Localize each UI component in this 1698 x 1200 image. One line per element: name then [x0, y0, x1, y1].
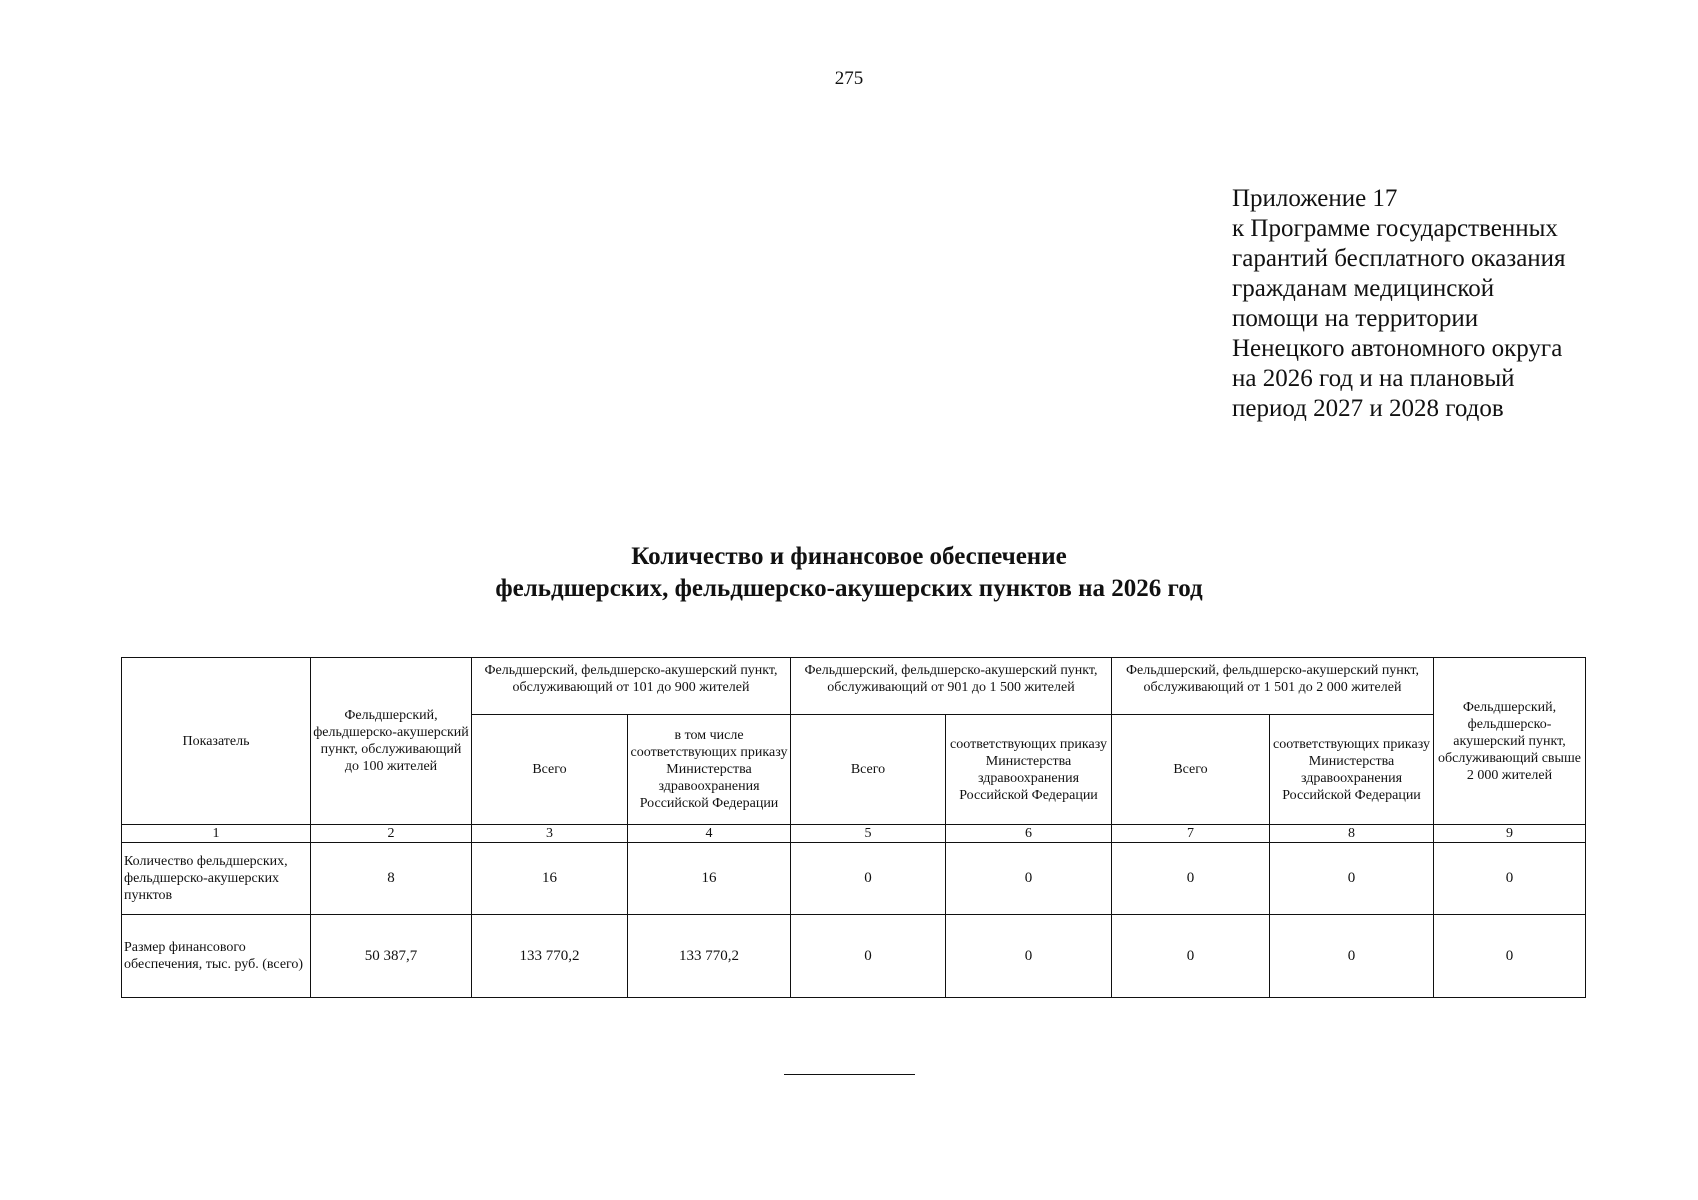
appendix-line: Ненецкого автономного округа	[1232, 335, 1563, 362]
column-number: 8	[1270, 825, 1434, 843]
column-number: 3	[472, 825, 628, 843]
header-total-1501-2000: Всего	[1112, 715, 1270, 825]
row-label: Размер финансового обеспечения, тыс. руб. (всего)	[122, 915, 311, 998]
header-up-to-100: Фельдшерский, фельдшерско-акушерский пункт, обслуживающий до 100 жителей	[311, 658, 472, 825]
header-incl-101-900: в том числе соответствующих приказу Министерства здравоохранения Российской Федерации	[628, 715, 791, 825]
table-cell: 0	[791, 843, 946, 915]
table-cell: 0	[1112, 915, 1270, 998]
table-cell: 133 770,2	[628, 915, 791, 998]
table-row	[122, 915, 1586, 998]
table-cell: 16	[628, 843, 791, 915]
table-cell: 0	[1434, 915, 1586, 998]
appendix-line: гражданам медицинской	[1232, 275, 1495, 302]
page-number: 275	[834, 68, 864, 89]
header-match-901-1500: соответствующих приказу Министерства здравоохранения Российской Федерации	[946, 715, 1112, 825]
header-total-901-1500: Всего	[791, 715, 946, 825]
document-title-line-1: Количество и финансовое обеспечение	[631, 543, 1067, 570]
table-cell: 0	[1270, 915, 1434, 998]
table-cell: 0	[946, 843, 1112, 915]
appendix-line: Приложение 17	[1232, 185, 1398, 212]
column-number: 6	[946, 825, 1112, 843]
table-cell: 0	[946, 915, 1112, 998]
column-number: 9	[1434, 825, 1586, 843]
appendix-line: к Программе государственных	[1232, 215, 1558, 242]
appendix-block	[1232, 184, 1672, 424]
header-indicator: Показатель	[122, 658, 311, 825]
column-number: 4	[628, 825, 791, 843]
header-over-2000: Фельдшерский, фельдшерско-акушерский пункт, обслуживающий свыше 2 000 жителей	[1434, 658, 1586, 825]
financing-table	[121, 657, 1586, 998]
table-row	[122, 843, 1586, 915]
document-title	[0, 541, 1698, 605]
column-number: 1	[122, 825, 311, 843]
table-cell: 0	[1112, 843, 1270, 915]
table-cell: 16	[472, 843, 628, 915]
appendix-line: помощи на территории	[1232, 305, 1479, 332]
header-match-1501-2000: соответствующих приказу Министерства здравоохранения Российской Федерации	[1270, 715, 1434, 825]
table-cell: 0	[1270, 843, 1434, 915]
table-cell: 0	[791, 915, 946, 998]
end-divider	[784, 1074, 915, 1075]
column-number: 7	[1112, 825, 1270, 843]
row-label: Количество фельдшерских, фельдшерско-акушерских пунктов	[122, 843, 311, 915]
header-group-901-1500: Фельдшерский, фельдшерско-акушерский пункт, обслуживающий от 901 до 1 500 жителей	[791, 658, 1112, 715]
header-group-101-900: Фельдшерский, фельдшерско-акушерский пункт, обслуживающий от 101 до 900 жителей	[472, 658, 791, 715]
appendix-line: период 2027 и 2028 годов	[1232, 395, 1504, 422]
header-total-101-900: Всего	[472, 715, 628, 825]
document-title-line-2: фельдшерских, фельдшерско-акушерских пунктов на 2026 год	[495, 575, 1203, 602]
table-cell: 8	[311, 843, 472, 915]
appendix-line: гарантий бесплатного оказания	[1232, 245, 1566, 272]
appendix-line: на 2026 год и на плановый	[1232, 365, 1515, 392]
table-cell: 50 387,7	[311, 915, 472, 998]
column-number: 2	[311, 825, 472, 843]
column-number: 5	[791, 825, 946, 843]
table-cell: 0	[1434, 843, 1586, 915]
table-cell: 133 770,2	[472, 915, 628, 998]
header-group-1501-2000: Фельдшерский, фельдшерско-акушерский пункт, обслуживающий от 1 501 до 2 000 жителей	[1112, 658, 1434, 715]
